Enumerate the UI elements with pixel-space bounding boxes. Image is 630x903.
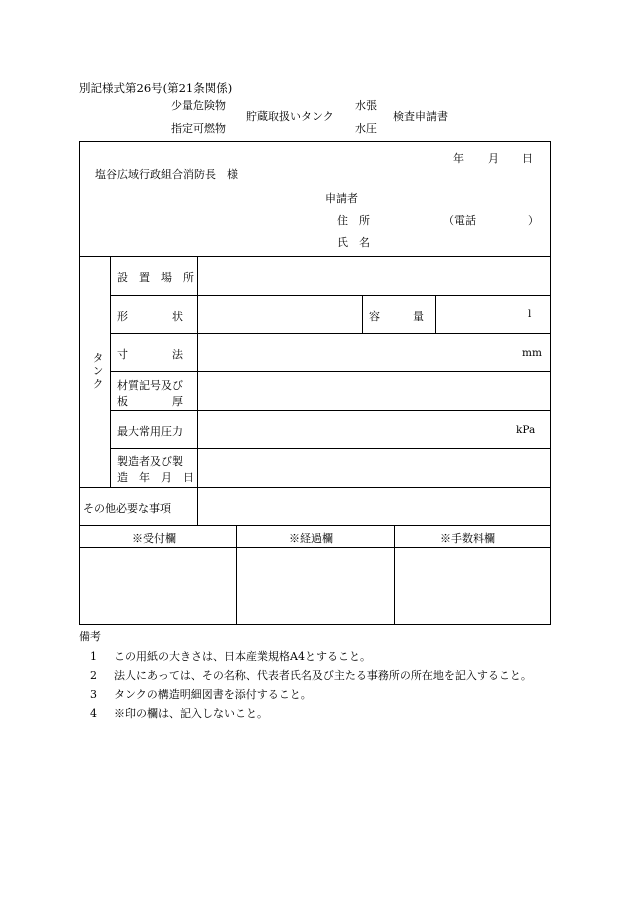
divider-capacity-left: [362, 295, 363, 333]
capacity-label: 容 量: [369, 310, 424, 323]
divider-other-end: [79, 525, 551, 526]
note-item: [90, 648, 371, 664]
shape-label: 形 状: [117, 310, 183, 323]
dimensions-field[interactable]: [198, 334, 550, 370]
date-day-label: 日: [522, 152, 533, 165]
form-number-label: 別記様式第26号(第21条関係): [79, 81, 233, 95]
other-field[interactable]: [198, 488, 550, 524]
name-label: 氏 名: [337, 236, 370, 249]
title-water-pressure: 水圧: [355, 122, 377, 135]
addressee: 塩谷広域行政組合消防長 様: [95, 168, 238, 181]
title-designated-combustible: 指定可燃物: [171, 122, 226, 135]
note-number: 3: [90, 688, 97, 701]
maker-label-line2: 造 年 月 日: [117, 471, 194, 484]
note-text: ※印の欄は、記入しないこと。: [114, 707, 268, 720]
location-field[interactable]: [198, 257, 550, 294]
maker-label-line1: 製造者及び製: [117, 455, 183, 468]
tank-section-label: タンク: [91, 352, 104, 391]
date-month-label: 月: [488, 152, 499, 165]
note-item: [90, 705, 268, 721]
note-number: 4: [90, 707, 97, 720]
title-tank: 貯蔵取扱いタンク: [246, 110, 334, 123]
address-label: 住 所: [337, 214, 370, 227]
note-number: 1: [90, 650, 97, 663]
pressure-unit: kPa: [516, 424, 536, 436]
max-pressure-label: 最大常用圧力: [117, 425, 183, 438]
note-item: [90, 686, 312, 702]
location-label: 設 置 場 所: [117, 271, 194, 284]
note-item: [90, 667, 532, 683]
phone-label: （電話: [443, 214, 476, 227]
material-field[interactable]: [198, 372, 550, 409]
note-text: 法人にあっては、その名称、代表者氏名及び主たる事務所の所在地を記入すること。: [114, 669, 532, 682]
material-label-line1: 材質記号及び: [117, 379, 183, 392]
applicant-label: 申請者: [325, 192, 358, 205]
phone-close-paren: ）: [528, 214, 539, 227]
other-label: その他必要な事項: [83, 502, 171, 515]
maker-field[interactable]: [198, 449, 550, 486]
notes-title: 備考: [79, 630, 101, 643]
dimensions-unit: mm: [522, 347, 542, 359]
note-number: 2: [90, 669, 97, 682]
divider-office-1: [236, 525, 237, 625]
title-small-hazard: 少量危険物: [171, 99, 226, 112]
progress-header: ※経過欄: [289, 532, 333, 545]
title-water-fill: 水張: [355, 99, 377, 112]
fee-header: ※手数料欄: [440, 532, 495, 545]
divider-office-2: [394, 525, 395, 625]
shape-field[interactable]: [198, 296, 361, 332]
capacity-unit: l: [528, 308, 532, 320]
material-label-line2: 板 厚: [117, 395, 183, 408]
capacity-field[interactable]: [436, 296, 550, 332]
divider-tank-col: [110, 256, 111, 487]
title-suffix: 検査申請書: [393, 110, 448, 123]
note-text: この用紙の大きさは、日本産業規格A4とすること。: [114, 650, 371, 663]
max-pressure-field[interactable]: [198, 411, 550, 447]
date-year-label: 年: [453, 152, 464, 165]
divider-office-header: [79, 547, 551, 548]
reception-header: ※受付欄: [132, 532, 176, 545]
note-text: タンクの構造明細図書を添付すること。: [114, 688, 312, 701]
dimensions-label: 寸 法: [117, 348, 183, 361]
